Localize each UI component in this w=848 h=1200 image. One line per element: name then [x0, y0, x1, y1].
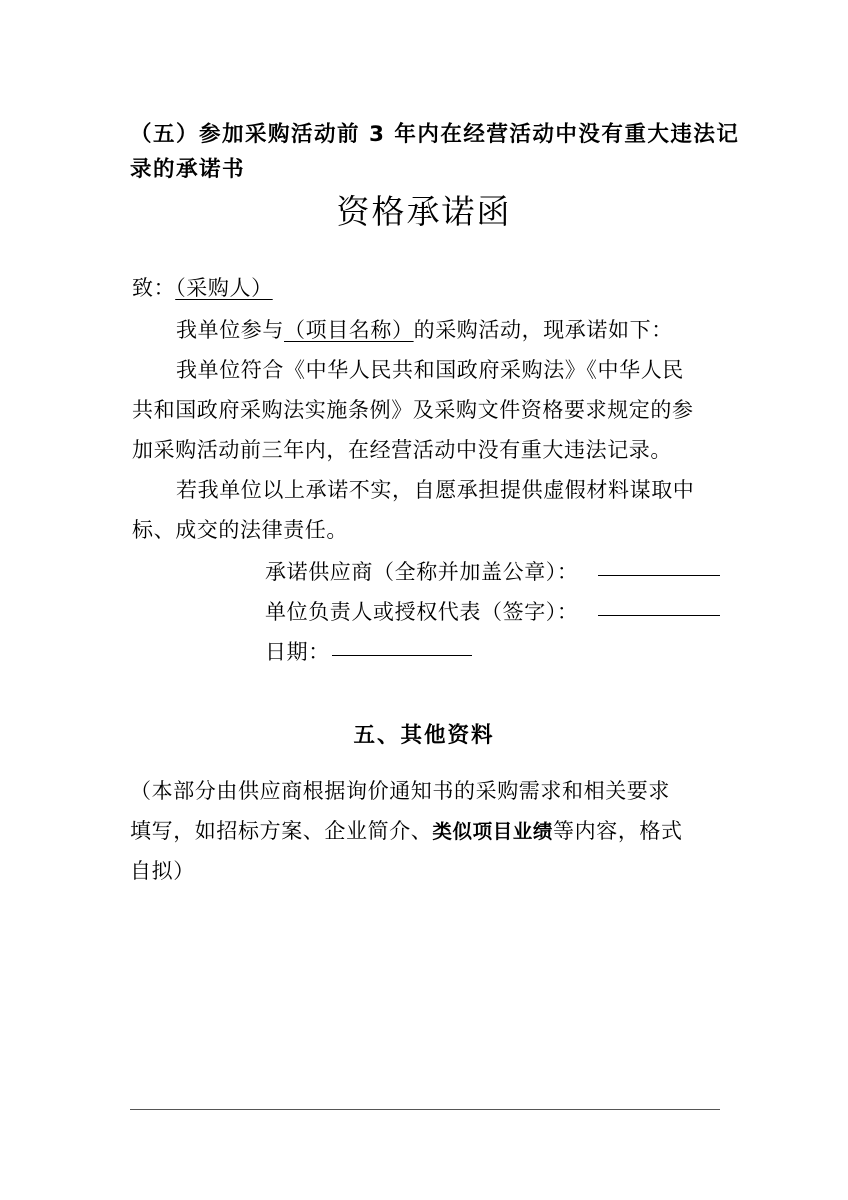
paragraph1-line1: 我单位符合《中华人民共和国政府采购法》《中华人民 — [176, 358, 684, 382]
supplier-signature-blank — [598, 575, 720, 576]
note-line1: （本部分由供应商根据询价通知书的采购需求和相关要求 — [130, 779, 670, 803]
intro-line — [176, 314, 673, 344]
paragraph1-line3: 加采购活动前三年内，在经营活动中没有重大违法记录。 — [132, 438, 672, 462]
note-line2-prefix: 填写，如招标方案、企业简介、 — [130, 819, 433, 843]
date-label: 日期： — [265, 640, 330, 664]
paragraph2-line2: 标、成交的法律责任。 — [132, 518, 348, 542]
intro-prefix: 我单位参与 — [176, 318, 284, 342]
note-line2-suffix: 等内容，格式 — [553, 819, 683, 843]
recipient-placeholder: （采购人） — [175, 276, 273, 300]
section-heading-line-1: （五）参加采购活动前 3 年内在经营活动中没有重大违法记 — [130, 122, 740, 147]
project-name-placeholder: （项目名称） — [284, 318, 414, 342]
supplier-signature-label: 承诺供应商（全称并加盖公章）： — [265, 560, 579, 584]
page-title: 资格承诺函 — [336, 192, 512, 231]
note-line2 — [130, 815, 683, 845]
date-blank — [332, 655, 472, 656]
note-line3: 自拟） — [130, 859, 195, 883]
note-line2-emphasis: 类似项目业绩 — [432, 820, 554, 843]
paragraph2-line1: 若我单位以上承诺不实，自愿承担提供虚假材料谋取中 — [176, 478, 695, 502]
representative-signature-label: 单位负责人或授权代表（签字）： — [265, 600, 579, 624]
paragraph1-line2: 共和国政府采购法实施条例》及采购文件资格要求规定的参 — [132, 398, 694, 422]
representative-signature-blank — [598, 615, 720, 616]
section-heading-line-2: 录的承诺书 — [130, 157, 246, 182]
intro-suffix: 的采购活动，现承诺如下： — [413, 318, 673, 342]
section-title: 五、其他资料 — [353, 723, 495, 748]
salutation-prefix: 致： — [132, 276, 176, 300]
salutation — [132, 272, 273, 302]
footer-divider — [130, 1109, 720, 1110]
